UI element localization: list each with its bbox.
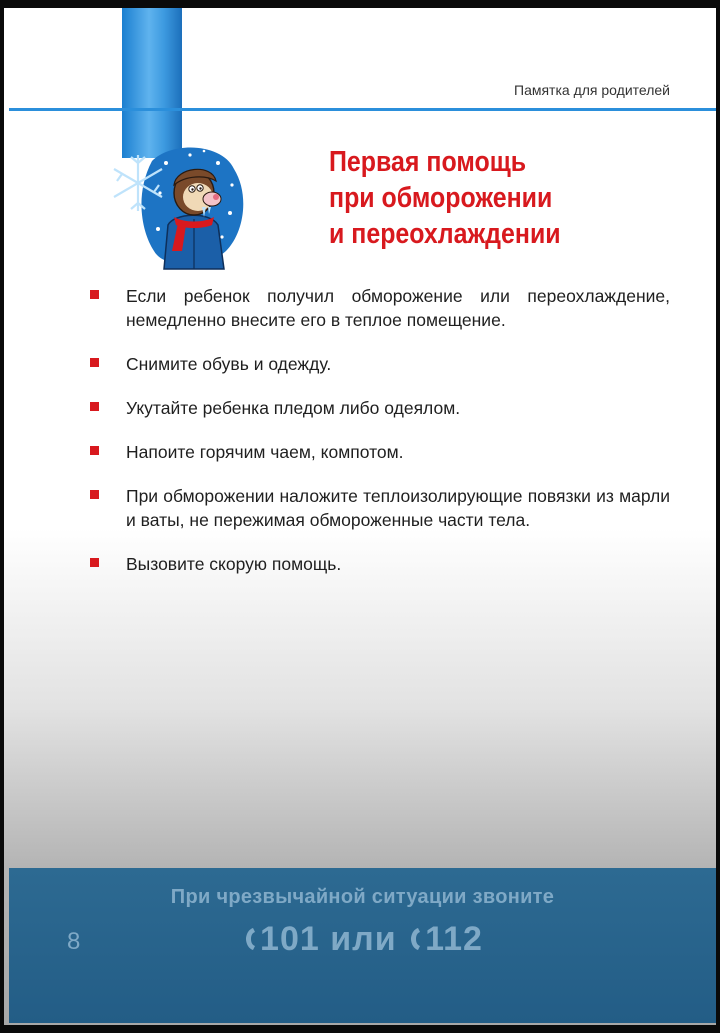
phone-icon [242, 925, 258, 953]
page-title [329, 144, 561, 252]
emergency-footer [9, 868, 716, 1023]
frozen-child-illustration [94, 133, 254, 273]
bullet-square-icon [90, 558, 99, 567]
list-item [90, 396, 670, 420]
list-item [90, 440, 670, 464]
bullet-square-icon [90, 402, 99, 411]
list-item [90, 552, 670, 576]
list-item-text: Напоите горячим чаем, компотом. [126, 442, 404, 462]
bullet-square-icon [90, 446, 99, 455]
page-number: 8 [67, 928, 81, 955]
list-item [90, 352, 670, 376]
phone-icon [407, 925, 423, 953]
instructions-list [90, 284, 670, 596]
title-line-2: при обморожении [329, 182, 553, 214]
list-item [90, 284, 670, 332]
list-item-text: При обморожении наложите теплоизолирующие повязки из марли и ваты, не пережимая обмороженные части тела. [126, 486, 670, 530]
emergency-number-101[interactable]: 101 [260, 920, 320, 958]
emergency-numbers [9, 920, 716, 959]
list-item-text: Если ребенок получил обморожение или переохлаждение, немедленно внесите его в теплое помещение. [126, 286, 670, 330]
bullet-square-icon [90, 290, 99, 299]
emergency-number-112[interactable]: 112 [425, 920, 483, 958]
header-divider [9, 108, 716, 111]
emergency-caption: При чрезвычайной ситуации звоните [170, 886, 555, 908]
list-item-text: Укутайте ребенка пледом либо одеялом. [126, 398, 461, 418]
or-word: или [330, 920, 397, 958]
header-label: Памятка для родителей [514, 82, 670, 98]
memo-page [4, 8, 716, 1025]
bullet-square-icon [90, 490, 99, 499]
list-item [90, 484, 670, 532]
bullet-square-icon [90, 358, 99, 367]
list-item-text: Снимите обувь и одежду. [126, 354, 332, 374]
title-line-3: и переохлаждении [329, 218, 561, 250]
list-item-text: Вызовите скорую помощь. [126, 554, 342, 574]
title-line-1: Первая помощь [329, 146, 527, 178]
